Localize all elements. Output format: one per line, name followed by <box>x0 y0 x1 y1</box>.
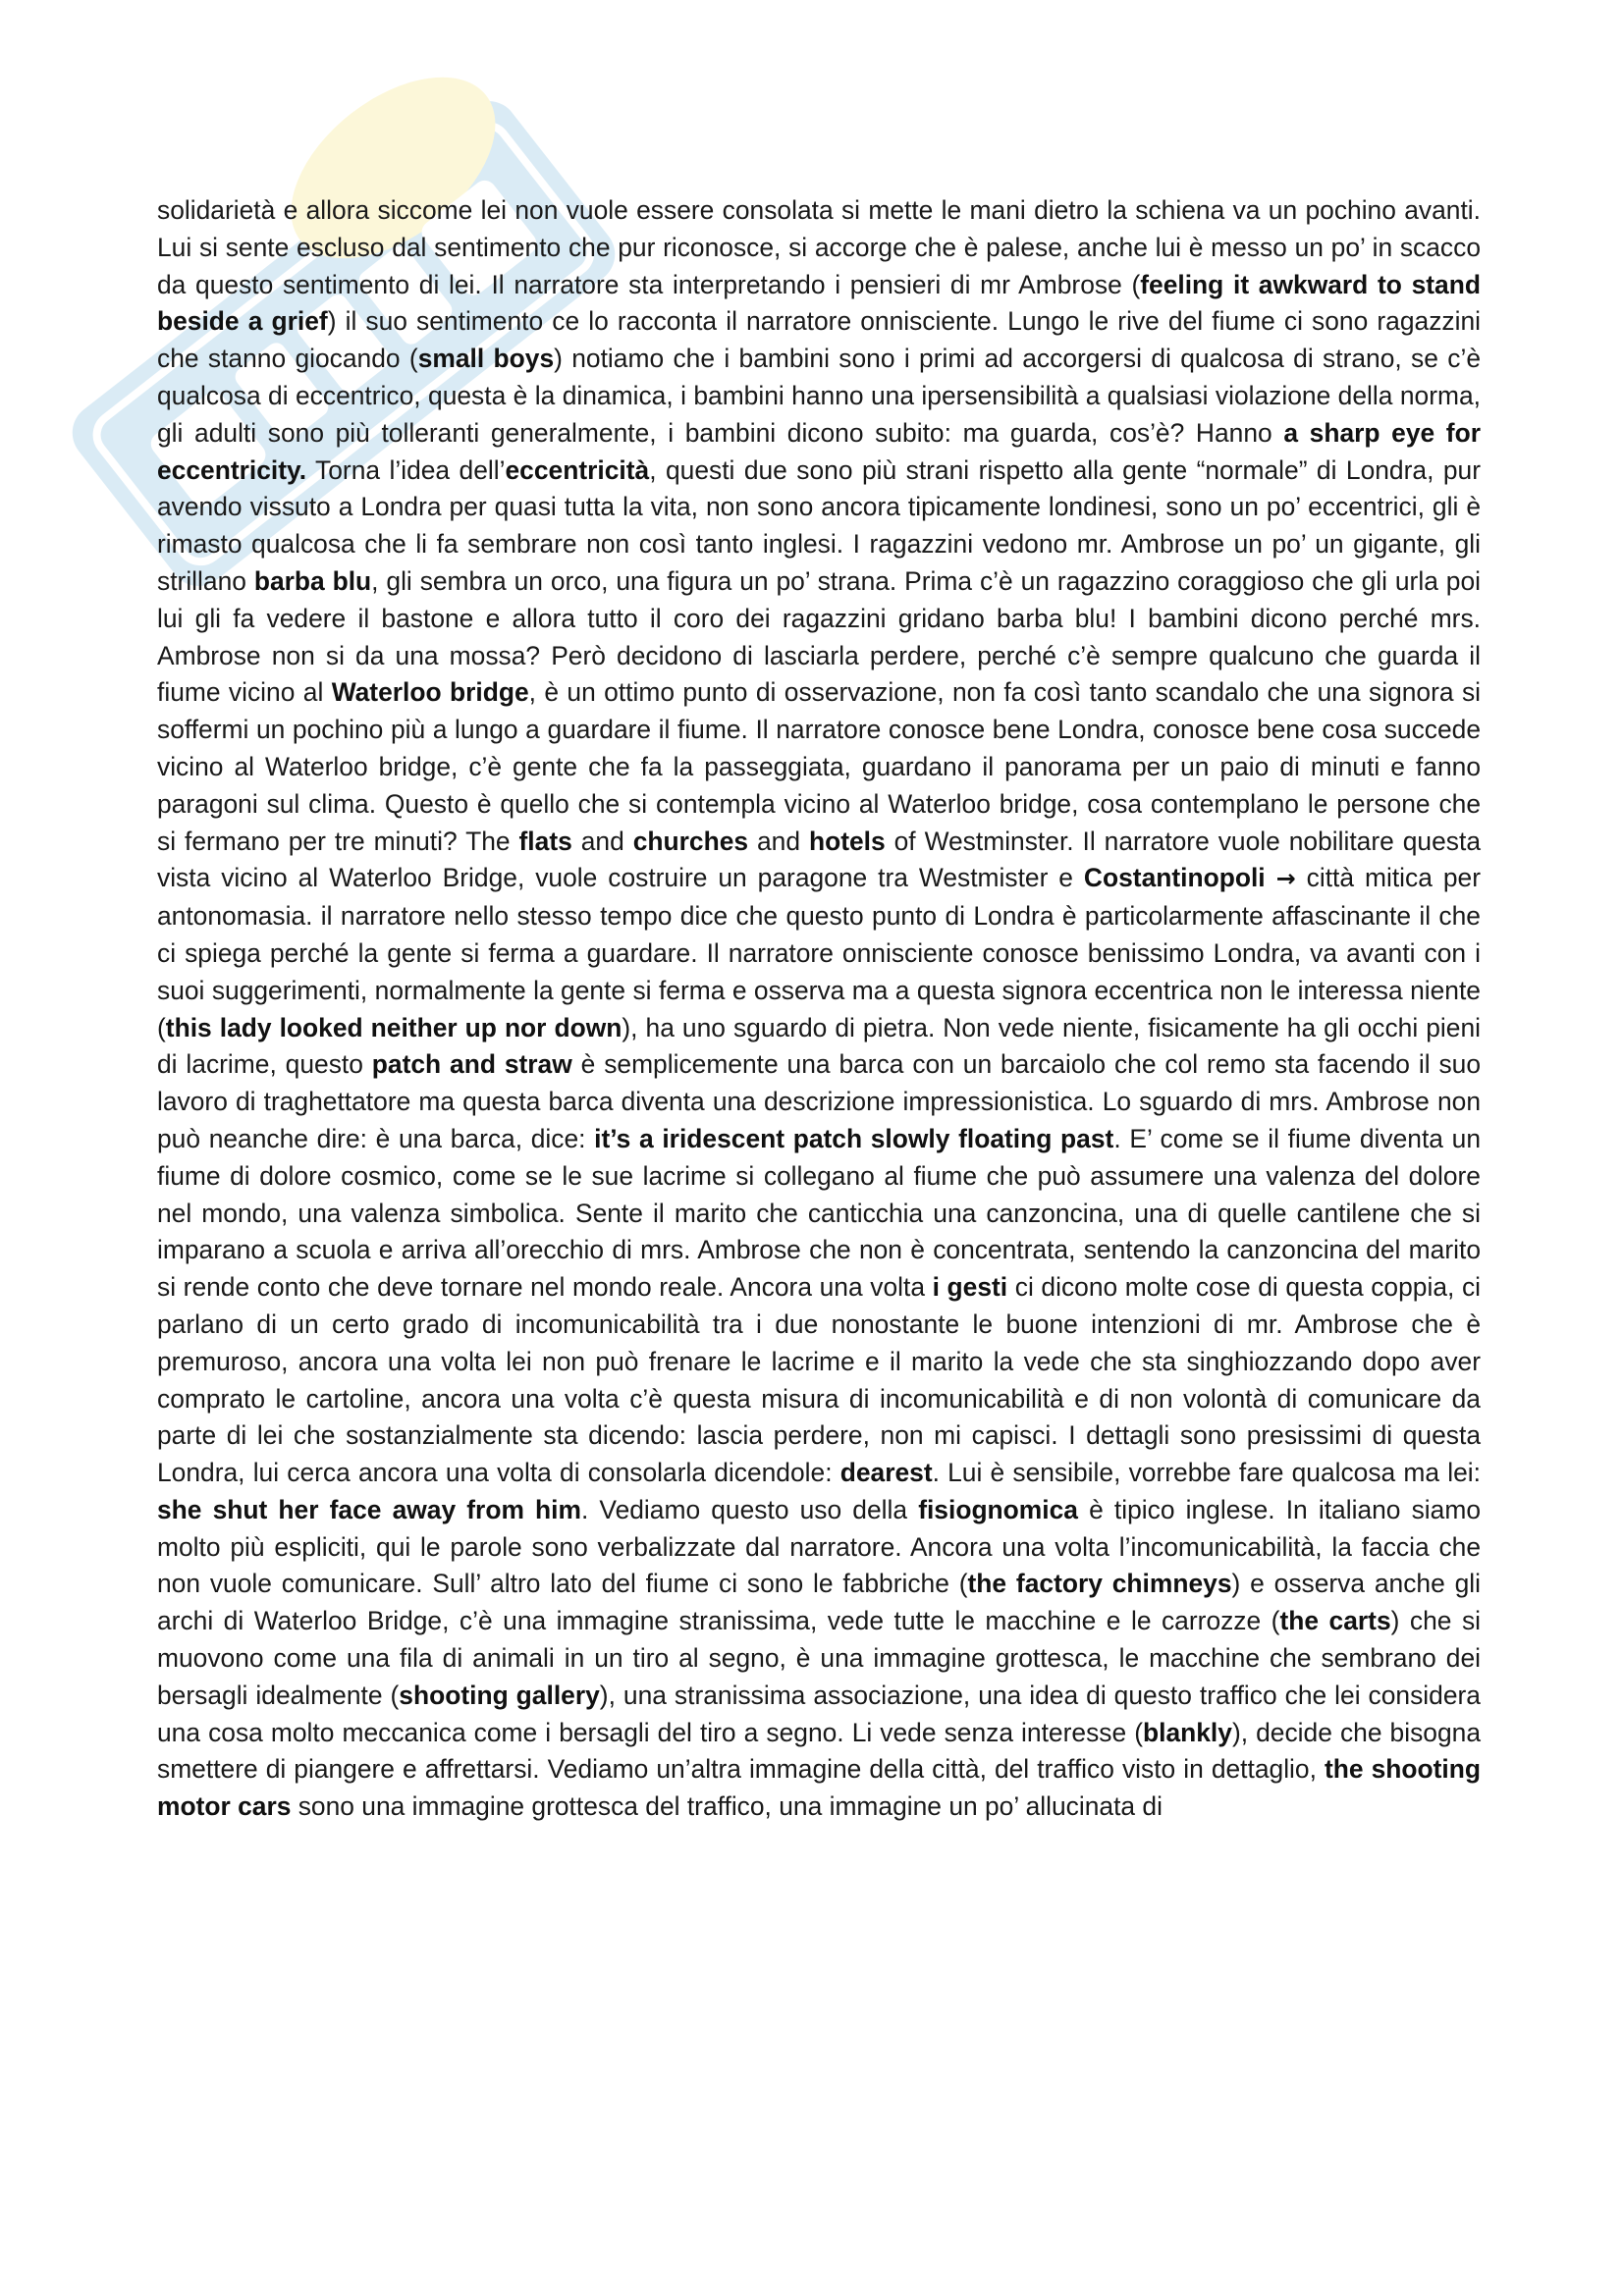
text-run: of Westminster. Il narratore vuole nobilitare questa vista vicino al Waterloo Bridge, vuole costruire un paragone tra Westmister e <box>157 826 1481 893</box>
text-run: . E’ come se il fiume diventa un fiume di dolore cosmico, come se le sue lacrime si collegano al fiume che può assumere una valenza del dolore nel mondo, una valenza simbolica. Sente il marito che canticchia una canzoncina, una di quelle cantilene che si imparano a scuola e arriva all’orecchio di mrs. Ambrose che non è concentrata, sentendo la canzoncina del marito si rende conto che deve tornare nel mondo reale. Ancora una volta <box>157 1123 1481 1303</box>
text-run: , questi due sono più strani rispetto alla gente “normale” di Londra, pur avendo vissuto a Londra per quasi tutta la vita, non sono ancora tipicamente londinesi, sono un po’ eccentrici, gli è rimasto qualcosa che li fa sembrare non così tanto inglesi. I ragazzini vedono mr. Ambrose un po’ un gigante, gli strillano <box>157 454 1481 596</box>
text-run: solidarietà e allora siccome lei non vuole essere consolata si mette le mani dietro la schiena va un pochino avanti. Lui si sente escluso dal sentimento che pur riconosce, si accorge che è palese, anche lui è messo un po’ in scacco da questo sentimento di lei. Il narratore sta interpretando i pensieri di mr Ambrose ( <box>157 195 1481 299</box>
text-run: ), ha uno sguardo di pietra. Non vede niente, fisicamente ha gli occhi pieni di lacrime, questo <box>157 1012 1481 1080</box>
bold-phrase: a sharp eye for eccentricity. <box>157 417 1481 485</box>
bold-phrase: the factory chimneys <box>967 1569 1232 1599</box>
text-run: è tipico inglese. In italiano siamo molto più espliciti, qui le parole sono verbalizzate dal narratore. Ancora una volta l’incomunicabilità, la faccia che non vuole comunicare. Sull’ altro lato del fiume ci sono le fabbriche ( <box>157 1494 1482 1599</box>
text-run: , gli sembra un orco, una figura un po’ strana. Prima c’è un ragazzino coraggioso che gli urla poi lui gli fa vedere il bastone e allora tutto il coro dei ragazzini gridano barba blu! I bambini dicono perché mrs. Ambrose non si da una mossa? Però decidono di lasciarla perdere, perché c’è sempre qualcuno che guarda il fiume vicino al <box>157 565 1481 708</box>
bold-phrase: Waterloo bridge <box>331 677 529 708</box>
text-run: , è un ottimo punto di osservazione, non fa così tanto scandalo che una signora si soffermi un pochino più a lungo a guardare il fiume. Il narratore conosce bene Londra, conosce bene cosa succede vicino al Waterloo bridge, c’è gente che fa la passeggiata, guardano il panorama per un paio di minuti e fanno paragoni sul clima. Questo è quello che si contempla vicino al Waterloo bridge, cosa contemplano le persone che si fermano per tre minuti? The <box>157 677 1482 856</box>
text-run: and <box>571 826 633 856</box>
text-run: Torna l’idea dell’ <box>306 454 506 485</box>
bold-phrase: the shooting motor cars <box>157 1754 1481 1822</box>
text-run: sono una immagine grottesca del traffico, una immagine un po’ allucinata di <box>291 1791 1163 1822</box>
bold-phrase: i gesti <box>932 1272 1008 1303</box>
bold-phrase: Costantinopoli <box>1083 863 1266 893</box>
text-run: ) notiamo che i bambini sono i primi ad accorgersi di qualcosa di strano, se c’è qualcosa di eccentrico, questa è la dinamica, i bambini hanno una ipersensibilità a qualsiasi violazione della norma, gli adulti sono più tolleranti generalmente, i bambini dicono subito: ma guarda, cos’è? Hanno <box>157 344 1481 448</box>
arrow-right-icon: → <box>1275 865 1296 893</box>
text-run: . Vediamo questo uso della <box>580 1494 919 1524</box>
text-run: ) che si muovono come una fila di animali in un tiro al segno, è una immagine grottesca, le macchine che sembrano dei bersagli idealmente ( <box>157 1606 1482 1710</box>
bold-phrase: patch and straw <box>371 1049 572 1080</box>
bold-phrase: fisiognomica <box>918 1494 1078 1524</box>
text-run: ci dicono molte cose di questa coppia, ci parlano di un certo grado di incomunicabilità tra i due nonostante le buone intenzioni di mr. Ambrose che è premuroso, ancora una volta lei non può frenare le lacrime e il marito la vede che sta singhiozzando dopo aver comprato le cartoline, ancora una volta c’è questa misura di incomunicabilità e di non volontà di comunicare da parte di lei che sostanzialmente sta dicendo: lascia perdere, non mi capisci. I dettagli sono presissimi di questa Londra, lui cerca ancora una volta di consolarla dicendole: <box>157 1272 1481 1488</box>
text-run: ), una stranissima associazione, una idea di questo traffico che lei considera una cosa molto meccanica come i bersagli del tiro a segno. Li vede senza interesse ( <box>157 1680 1481 1747</box>
bold-phrase: this lady looked neither up nor down <box>165 1012 622 1042</box>
bold-phrase: shooting gallery <box>399 1680 600 1710</box>
text-run: è semplicemente una barca con un barcaiolo che col remo sta facendo il suo lavoro di traghettatore ma questa barca diventa una descrizione impressionistica. Lo sguardo di mrs. Ambrose non può neanche dire: è una barca, dice: <box>157 1049 1481 1153</box>
bold-phrase: hotels <box>808 826 886 856</box>
bold-phrase: dearest <box>839 1458 933 1488</box>
text-run: ) e osserva anche gli archi di Waterloo Bridge, c’è una immagine stranissima, vede tutte le macchine e le carrozze ( <box>157 1569 1482 1636</box>
bold-phrase: eccentricità <box>505 454 650 485</box>
bold-phrase: flats <box>518 826 572 856</box>
bold-phrase: feeling it awkward to stand beside a grief <box>157 269 1481 337</box>
bold-phrase: the carts <box>1279 1606 1391 1636</box>
text-run: ), decide che bisogna smettere di piangere e affrettarsi. Vediamo un’altra immagine della città, del traffico visto in dettaglio, <box>157 1717 1481 1785</box>
bold-phrase: small boys <box>417 344 555 374</box>
text-run: città mitica per antonomasia. il narratore nello stesso tempo dice che questo punto di Londra è particolarmente affascinante il che ci spiega perché la gente si ferma a guardare. Il narratore onnisciente conosce benissimo Londra, va avanti con i suoi suggerimenti, normalmente la gente si ferma e osserva ma a questa signora eccentrica non le interessa niente ( <box>157 863 1481 1042</box>
document-body-paragraph <box>157 192 1481 1826</box>
text-run: and <box>748 826 809 856</box>
bold-phrase: she shut her face away from him <box>157 1494 581 1524</box>
text-run <box>1266 863 1276 892</box>
bold-phrase: it’s a iridescent patch slowly floating past <box>594 1123 1114 1153</box>
bold-phrase: barba blu <box>253 565 372 596</box>
text-run: ) il suo sentimento ce lo racconta il narratore onnisciente. Lungo le rive del fiume ci sono ragazzini che stanno giocando ( <box>157 306 1481 374</box>
bold-phrase: churches <box>632 826 749 856</box>
text-run: . Lui è sensibile, vorrebbe fare qualcosa ma lei: <box>932 1458 1481 1488</box>
bold-phrase: blankly <box>1143 1717 1232 1747</box>
